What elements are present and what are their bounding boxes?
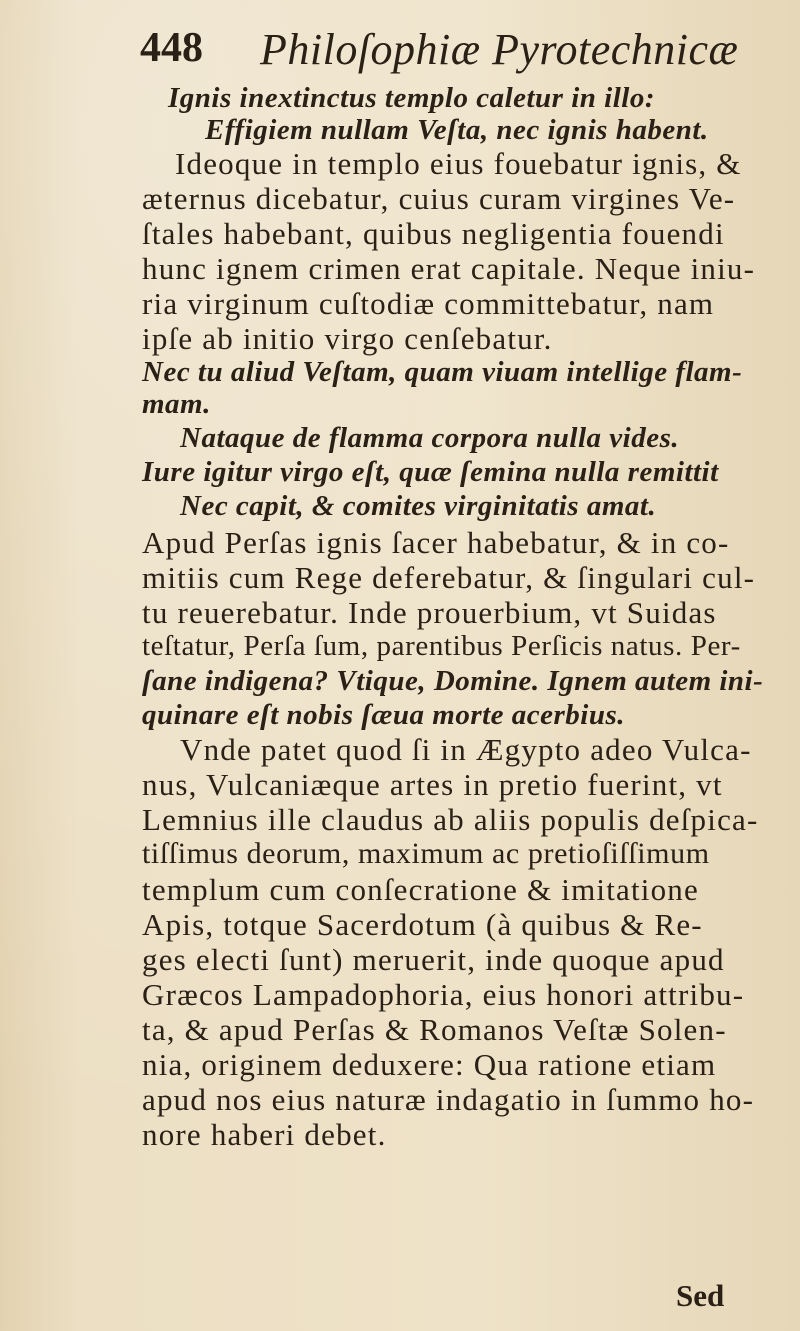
text-line-17: teſtatur, Perſa ſum, parentibus Perſicis natus. Per- bbox=[142, 630, 741, 662]
text-line-15: mitiis cum Rege deferebatur, & ſingulari cul- bbox=[142, 560, 756, 595]
verse-line-11: Nataque de flamma corpora nulla vides. bbox=[180, 422, 680, 454]
text-line-5: ſtales habebant, quibus negligentia fouendi bbox=[142, 216, 725, 251]
text-line-27: Græcos Lampadophoria, eius honori attribu- bbox=[142, 977, 745, 1012]
text-line-25: Apis, totque Sacerdotum (à quibus & Re- bbox=[142, 907, 703, 942]
verse-line-1: Ignis inextinctus templo caletur in illo: bbox=[168, 82, 655, 114]
text-line-6: hunc ignem crimen erat capitale. Neque iniu- bbox=[142, 251, 756, 286]
catchword: Sed bbox=[676, 1278, 725, 1313]
text-line-16: tu reuerebatur. Inde prouerbium, vt Suidas bbox=[142, 595, 717, 630]
text-line-29: nia, originem deduxere: Qua ratione etiam bbox=[142, 1047, 717, 1082]
running-head: Philoſophiæ Pyrotechnicæ bbox=[260, 25, 739, 74]
text-line-19: quinare eſt nobis ſæua morte acerbius. bbox=[142, 699, 626, 731]
text-line-14: Apud Perſas ignis ſacer habebatur, & in co- bbox=[142, 525, 730, 560]
verse-line-13: Nec capit, & comites virginitatis amat. bbox=[180, 490, 657, 522]
text-line-4: æternus dicebatur, cuius curam virgines Ve- bbox=[142, 181, 736, 216]
verse-line-10: mam. bbox=[142, 388, 211, 420]
text-line-22: Lemnius ille claudus ab aliis populis deſpica- bbox=[142, 802, 759, 837]
verse-line-9: Nec tu aliud Veſtam, quam viuam intellige flam- bbox=[142, 356, 743, 388]
text-line-26: ges electi ſunt) meruerit, inde quoque apud bbox=[142, 942, 725, 977]
text-line-21: nus, Vulcaniæque artes in pretio fuerint, vt bbox=[142, 767, 723, 802]
text-line-18: ſane indigena? Vtique, Domine. Ignem autem ini- bbox=[142, 665, 764, 697]
text-line-24: templum cum conſecratione & imitatione bbox=[142, 872, 699, 907]
verse-line-2: Effigiem nullam Veſta, nec ignis habent. bbox=[205, 114, 709, 146]
text-line-3: Ideoque in templo eius fouebatur ignis, & bbox=[175, 146, 742, 181]
page-header bbox=[140, 20, 740, 80]
text-line-31: nore haberi debet. bbox=[142, 1117, 387, 1152]
text-line-8: ipſe ab initio virgo cenſebatur. bbox=[142, 321, 553, 356]
verse-line-12: Iure igitur virgo eſt, quæ ſemina nulla remittit bbox=[142, 456, 719, 488]
text-line-20: Vnde patet quod ſi in Ægypto adeo Vulca- bbox=[180, 732, 752, 767]
text-line-7: ria virginum cuſtodiæ committebatur, nam bbox=[142, 286, 715, 321]
text-line-30: apud nos eius naturæ indagatio in ſummo ho- bbox=[142, 1082, 755, 1117]
text-line-23: tiſſimus deorum, maximum ac pretioſiſſimum bbox=[142, 837, 710, 870]
page-number: 448 bbox=[140, 25, 203, 71]
text-line-28: ta, & apud Perſas & Romanos Veſtæ Solen- bbox=[142, 1012, 727, 1047]
